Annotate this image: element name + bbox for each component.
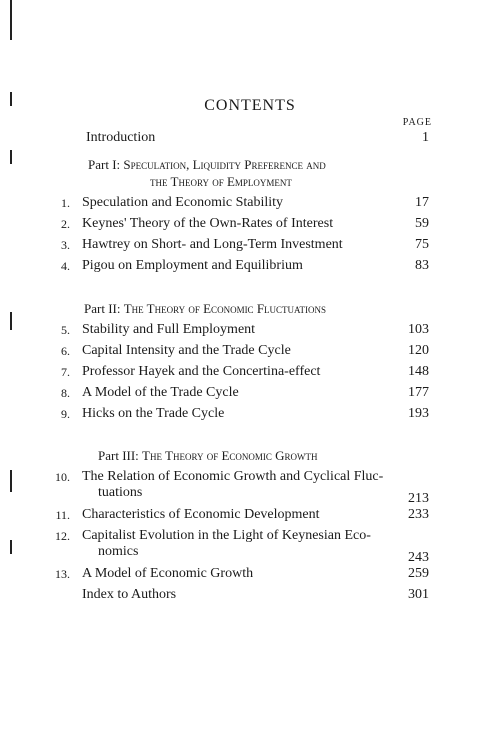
entry-page: 83 [415,258,429,273]
entry-title: Keynes' Theory of the Own-Rates of Interest [82,216,334,231]
entry-page: 103 [408,322,429,337]
entry-title: A Model of the Trade Cycle [82,385,239,400]
part-label: Part III: [98,448,139,463]
chapter-number: 13. [55,567,70,581]
entry-title: Stability and Full Employment [82,322,256,337]
entry-page: 259 [408,566,429,581]
entry-title: Speculation and Economic Stability [82,195,284,210]
chapter-number: 11. [55,508,70,522]
chapter-number: 3. [61,238,70,252]
part-title: The Theory of Economic Growth [142,448,318,463]
toc-entry-chapter-12-cont[interactable] [0,543,500,565]
entry-title: Capitalist Evolution in the Light of Keynesian Eco- [82,528,371,543]
page-column-header: PAGE [402,117,432,128]
entry-page: 233 [408,507,429,522]
entry-title: Characteristics of Economic Development [82,507,320,522]
entry-title: Professor Hayek and the Concertina-effect [82,364,321,379]
chapter-number: 9. [61,407,70,421]
chapter-number: 2. [61,217,70,231]
chapter-number: 1. [61,196,70,210]
entry-title: Capital Intensity and the Trade Cycle [82,343,291,358]
chapter-number: 4. [61,259,70,273]
entry-title: Pigou on Employment and Equilibrium [82,258,303,273]
part-title-cont: the Theory of Employment [150,174,292,189]
chapter-number: 8. [61,386,70,400]
entry-page: 148 [408,364,429,379]
toc-entry-chapter-9[interactable] [0,405,500,423]
toc-entry-chapter-13[interactable] [0,565,500,583]
toc-entry-chapter-11[interactable] [0,506,500,524]
chapter-number: 5. [61,323,70,337]
entry-page: 1 [422,130,429,145]
entry-page: 120 [408,343,429,358]
part-title: Speculation, Liquidity Preference and [123,157,326,172]
toc-entry-introduction[interactable] [0,129,500,147]
entry-title-cont: nomics [98,544,139,559]
entry-page: 213 [408,491,429,506]
entry-page: 243 [408,550,429,565]
toc-entry-chapter-8[interactable] [0,384,500,402]
toc-entry-chapter-2[interactable] [0,215,500,233]
chapter-number: 7. [61,365,70,379]
part-title: The Theory of Economic Fluctuations [123,301,327,316]
entry-title: A Model of Economic Growth [82,566,254,581]
entry-page: 59 [415,216,429,231]
toc-entry-chapter-6[interactable] [0,342,500,360]
toc-entry-chapter-5[interactable] [0,321,500,339]
entry-title: Index to Authors [82,587,177,602]
entry-page: 177 [408,385,429,400]
page-title: CONTENTS [204,97,296,114]
entry-page: 75 [415,237,429,252]
chapter-number: 6. [61,344,70,358]
entry-title-cont: tuations [98,485,143,500]
entry-page: 301 [408,587,429,602]
chapter-number: 12. [55,529,70,543]
toc-entry-chapter-4[interactable] [0,257,500,275]
part-label: Part I: [88,157,121,172]
toc-entry-index[interactable] [0,586,500,604]
entry-title: Introduction [86,130,156,145]
entry-title: Hawtrey on Short- and Long-Term Investment [82,237,343,252]
toc-entry-chapter-3[interactable] [0,236,500,254]
entry-page: 193 [408,406,429,421]
entry-title: The Relation of Economic Growth and Cyclical Fluc- [82,469,384,484]
entry-title: Hicks on the Trade Cycle [82,406,225,421]
part-label: Part II: [84,301,121,316]
toc-entry-chapter-1[interactable] [0,194,500,212]
toc-entry-chapter-10-cont[interactable] [0,484,500,506]
toc-entry-chapter-7[interactable] [0,363,500,381]
chapter-number: 10. [55,470,70,484]
scan-edge-mark [10,150,12,164]
entry-page: 17 [415,195,429,210]
scan-edge-mark [10,0,12,40]
